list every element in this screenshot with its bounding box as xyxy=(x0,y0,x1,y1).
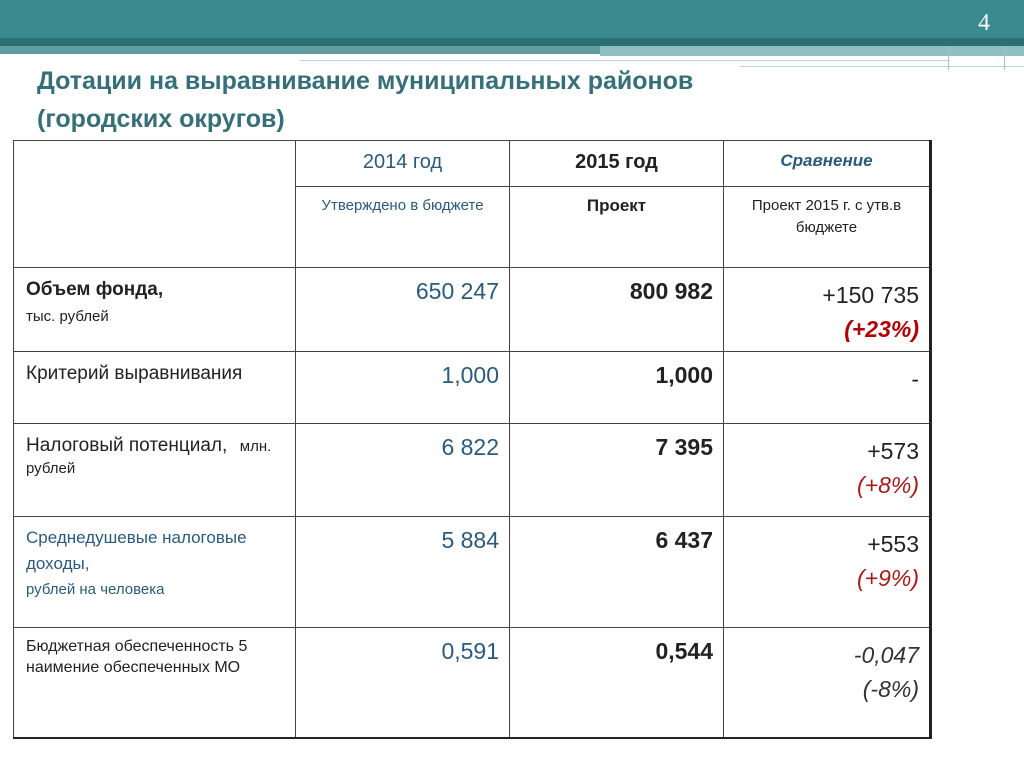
value-2015: 1,000 xyxy=(510,352,724,424)
row-label xyxy=(14,424,296,517)
value-2014: 650 247 xyxy=(296,268,510,352)
diff-value: -0,047 xyxy=(853,642,919,668)
value-comparison xyxy=(724,352,931,424)
header-band-dark xyxy=(0,38,1024,46)
row-label xyxy=(14,352,296,424)
value-2015: 800 982 xyxy=(510,268,724,352)
value-2015: 0,544 xyxy=(510,628,724,738)
title-line-1: Дотации на выравнивание муниципальных районов xyxy=(37,67,694,95)
value-2015: 7 395 xyxy=(510,424,724,517)
value-2014: 0,591 xyxy=(296,628,510,738)
subsidy-table xyxy=(13,140,932,739)
diff-percent: (+23%) xyxy=(844,316,919,342)
value-2015: 6 437 xyxy=(510,517,724,628)
value-comparison xyxy=(724,268,931,352)
diff-percent: (+9%) xyxy=(857,565,919,591)
table-row xyxy=(14,424,931,517)
value-comparison xyxy=(724,517,931,628)
header-band-right xyxy=(600,46,1024,56)
row-label-main: Бюджетная обеспеченность 5 наимение обеспеченных МО xyxy=(26,638,248,676)
table-row xyxy=(14,268,931,352)
row-label xyxy=(14,517,296,628)
row-label-unit: рублей на человека xyxy=(26,581,165,598)
decor-vline xyxy=(1004,46,1005,70)
table-row xyxy=(14,352,931,424)
diff-value: +573 xyxy=(867,438,919,464)
header-corner-cell xyxy=(14,141,296,268)
decor-vline xyxy=(948,46,949,70)
row-label xyxy=(14,628,296,738)
row-label-unit: млн. рублей xyxy=(26,438,272,477)
row-label-main: Среднедушевые налоговые доходы, xyxy=(26,528,247,573)
value-2014: 6 822 xyxy=(296,424,510,517)
value-comparison xyxy=(724,628,931,738)
header-2014: 2014 год xyxy=(296,141,510,187)
header-sub-2014: Утверждено в бюджете xyxy=(296,187,510,268)
row-label-unit: тыс. рублей xyxy=(26,308,109,325)
header-band-mid xyxy=(0,46,600,54)
diff-value: +553 xyxy=(867,531,919,557)
header-band xyxy=(0,0,1024,38)
value-2014: 5 884 xyxy=(296,517,510,628)
header-comparison: Сравнение xyxy=(724,141,931,187)
header-row-years xyxy=(14,141,931,187)
title-line-2: (городских округов) xyxy=(37,105,285,133)
header-sub-comparison: Проект 2015 г. с утв.в бюджете xyxy=(724,187,931,268)
value-2014: 1,000 xyxy=(296,352,510,424)
table-row xyxy=(14,517,931,628)
row-label-main: Критерий выравнивания xyxy=(26,363,243,384)
decor-line xyxy=(300,60,950,61)
diff-value: - xyxy=(911,366,919,392)
header-2015: 2015 год xyxy=(510,141,724,187)
header-sub-2015: Проект xyxy=(510,187,724,268)
row-label-main: Налоговый потенциал, xyxy=(26,435,228,456)
slide-title xyxy=(37,62,837,138)
value-comparison xyxy=(724,424,931,517)
table-row xyxy=(14,628,931,738)
diff-percent: (-8%) xyxy=(862,676,919,702)
row-label xyxy=(14,268,296,352)
diff-value: +150 735 xyxy=(822,282,919,308)
row-label-main: Объем фонда, xyxy=(26,279,164,300)
diff-percent: (+8%) xyxy=(857,472,919,498)
page-number: 4 xyxy=(978,10,990,36)
